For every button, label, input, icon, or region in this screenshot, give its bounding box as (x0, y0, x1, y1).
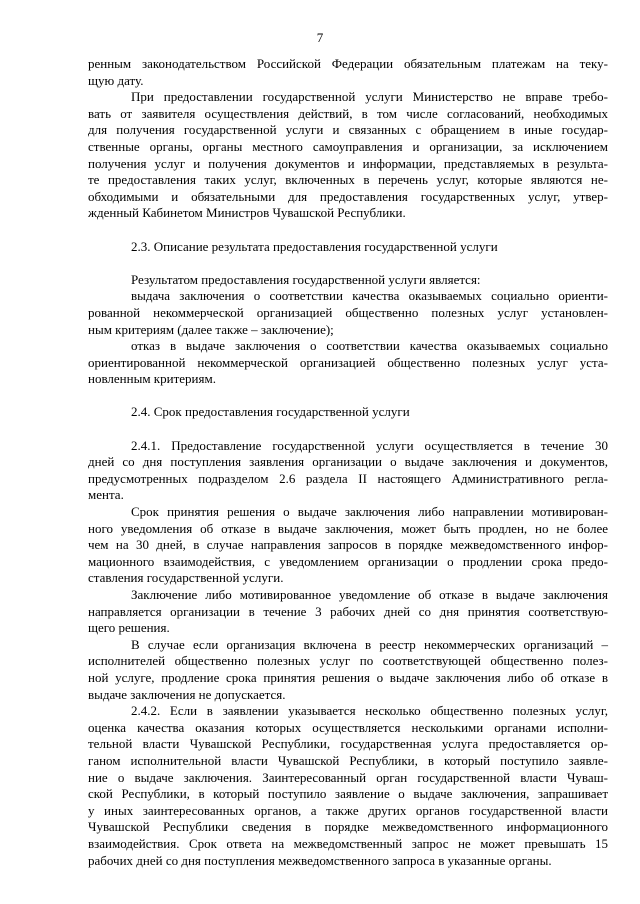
paragraph (88, 288, 608, 338)
paragraph (88, 637, 608, 703)
paragraph (88, 587, 608, 637)
section-heading (88, 239, 608, 256)
paragraph-line: оценка качества оказания которых осуществляется несколькими органами исполни- (88, 719, 608, 735)
paragraph-line: предусмотренных подразделом 2.6 раздела II настоящего Административного регла- (88, 470, 608, 486)
heading-text: 2.4. Срок предоставления государственной услуги (131, 404, 410, 420)
paragraph (88, 703, 608, 869)
spacer (88, 388, 608, 405)
paragraph-line: ственные органы, органы местного самоуправления и организации, за исключением (88, 138, 608, 154)
paragraph-line: При предоставлении государственной услуги Министерство не вправе требо- (131, 89, 608, 105)
paragraph-line: взаимодействия. Срок ответа на межведомственный запрос не может превышать 15 (88, 835, 608, 851)
paragraph-line: Срок принятия решения о выдаче заключения либо направлении мотивирован- (131, 504, 608, 520)
paragraph-line: для получения государственной услуги и связанных с обращением в иные государ- (88, 122, 608, 138)
paragraph (88, 338, 608, 388)
paragraph-line: ганом исполнительной власти Чувашской Республики, в который поступило заявле- (88, 752, 608, 768)
paragraph-line: ренным законодательством Российской Федерации обязательным платежам на теку- (88, 56, 608, 71)
document-body (88, 56, 608, 869)
paragraph (88, 504, 608, 587)
paragraph-line: вать от заявителя осуществления действий, в том числе согласований, необходимых (88, 105, 608, 121)
paragraph-line: ным критериям (далее также – заключение); (88, 321, 334, 337)
paragraph-line: ской Республики, в который поступило заявление о выдаче заключения, запрашивает (88, 786, 608, 802)
paragraph-line: жденный Кабинетом Министров Чувашской Республики. (88, 205, 406, 221)
paragraph-line: получения услуг и получения документов и информации, представляемых в результа- (88, 155, 608, 171)
paragraph-line: ние о выдаче заключения. Заинтересованный орган государственной власти Чуваш- (88, 769, 608, 785)
paragraph-line: обходимыми и обязательными для предоставления государственных услуг, утвер- (88, 188, 608, 204)
paragraph-line: Результатом предоставления государственной услуги является: (131, 271, 481, 287)
paragraph-line: исполнителей общественно полезных услуг по соответствующей общественно полез- (88, 653, 608, 669)
section-heading (88, 404, 608, 421)
paragraph (88, 438, 608, 504)
paragraph-line: выдаче заключения не допускается. (88, 686, 286, 702)
paragraph (88, 89, 608, 222)
paragraph-line: мационного взаимодействия, с уведомлением организации о продлении срока предо- (88, 553, 608, 569)
paragraph-line: щего решения. (88, 620, 170, 636)
heading-text: 2.3. Описание результата предоставления государственной услуги (131, 238, 498, 254)
paragraph-line: у иных заинтересованных органов, а также других органов государственной власти (88, 802, 608, 818)
spacer (88, 222, 608, 239)
paragraph-line: рованной некоммерческой организацией общественно полезных услуг установлен- (88, 304, 608, 320)
paragraph-line: Заключение либо мотивированное уведомление об отказе в выдаче заключения (131, 587, 608, 602)
paragraph-line: Чувашской Республики сведения в порядке межведомственного информационного (88, 819, 608, 835)
spacer (88, 255, 608, 272)
paragraph (88, 272, 608, 289)
paragraph-line: отказ в выдаче заключения о соответствии качества оказываемых социально (131, 338, 608, 354)
paragraph-line: чем на 30 дней, в случае направления запросов в порядке межведомственного инфор- (88, 537, 608, 553)
paragraph-line: тельной власти Чувашской Республики, государственная услуга предоставляется ор- (88, 736, 608, 752)
paragraph-line: дней со дня поступления заявления организации о выдаче заключения и документов, (88, 454, 608, 470)
paragraph-line: В случае если организация включена в реестр некоммерческих организаций – (131, 636, 608, 652)
paragraph-line: ориентированной некоммерческой организацией общественно полезных услуг уста- (88, 354, 608, 370)
paragraph-line: ставления государственной услуги. (88, 570, 284, 586)
spacer (88, 421, 608, 438)
paragraph-line: щую дату. (88, 72, 144, 88)
paragraph-line: рабочих дней со дня поступления межведомственного запроса в указанные органы. (88, 852, 552, 868)
paragraph-line: 2.4.1. Предоставление государственной услуги осуществляется в течение 30 (131, 437, 608, 453)
paragraph-line: ного уведомления об отказе в выдаче заключения, может быть продлен, но не более (88, 520, 608, 536)
paragraph-line: выдача заключения о соответствии качества оказываемых социально ориенти- (131, 288, 608, 304)
paragraph-line: мента. (88, 487, 124, 503)
paragraph-line: ной услуге, продление срока принятия решения о выдаче заключения либо об отказе в (88, 669, 608, 685)
page-number: 7 (316, 30, 324, 45)
paragraph-line: те предоставления таких услуг, включенных в перечень услуг, которые являются не- (88, 172, 608, 188)
paragraph-line: 2.4.2. Если в заявлении указывается несколько общественно полезных услуг, (131, 703, 608, 719)
paragraph-line: направляется организации в течение 3 рабочих дней со дня принятия соответствую- (88, 603, 608, 619)
paragraph (88, 56, 608, 89)
paragraph-line: новленным критериям. (88, 371, 216, 387)
